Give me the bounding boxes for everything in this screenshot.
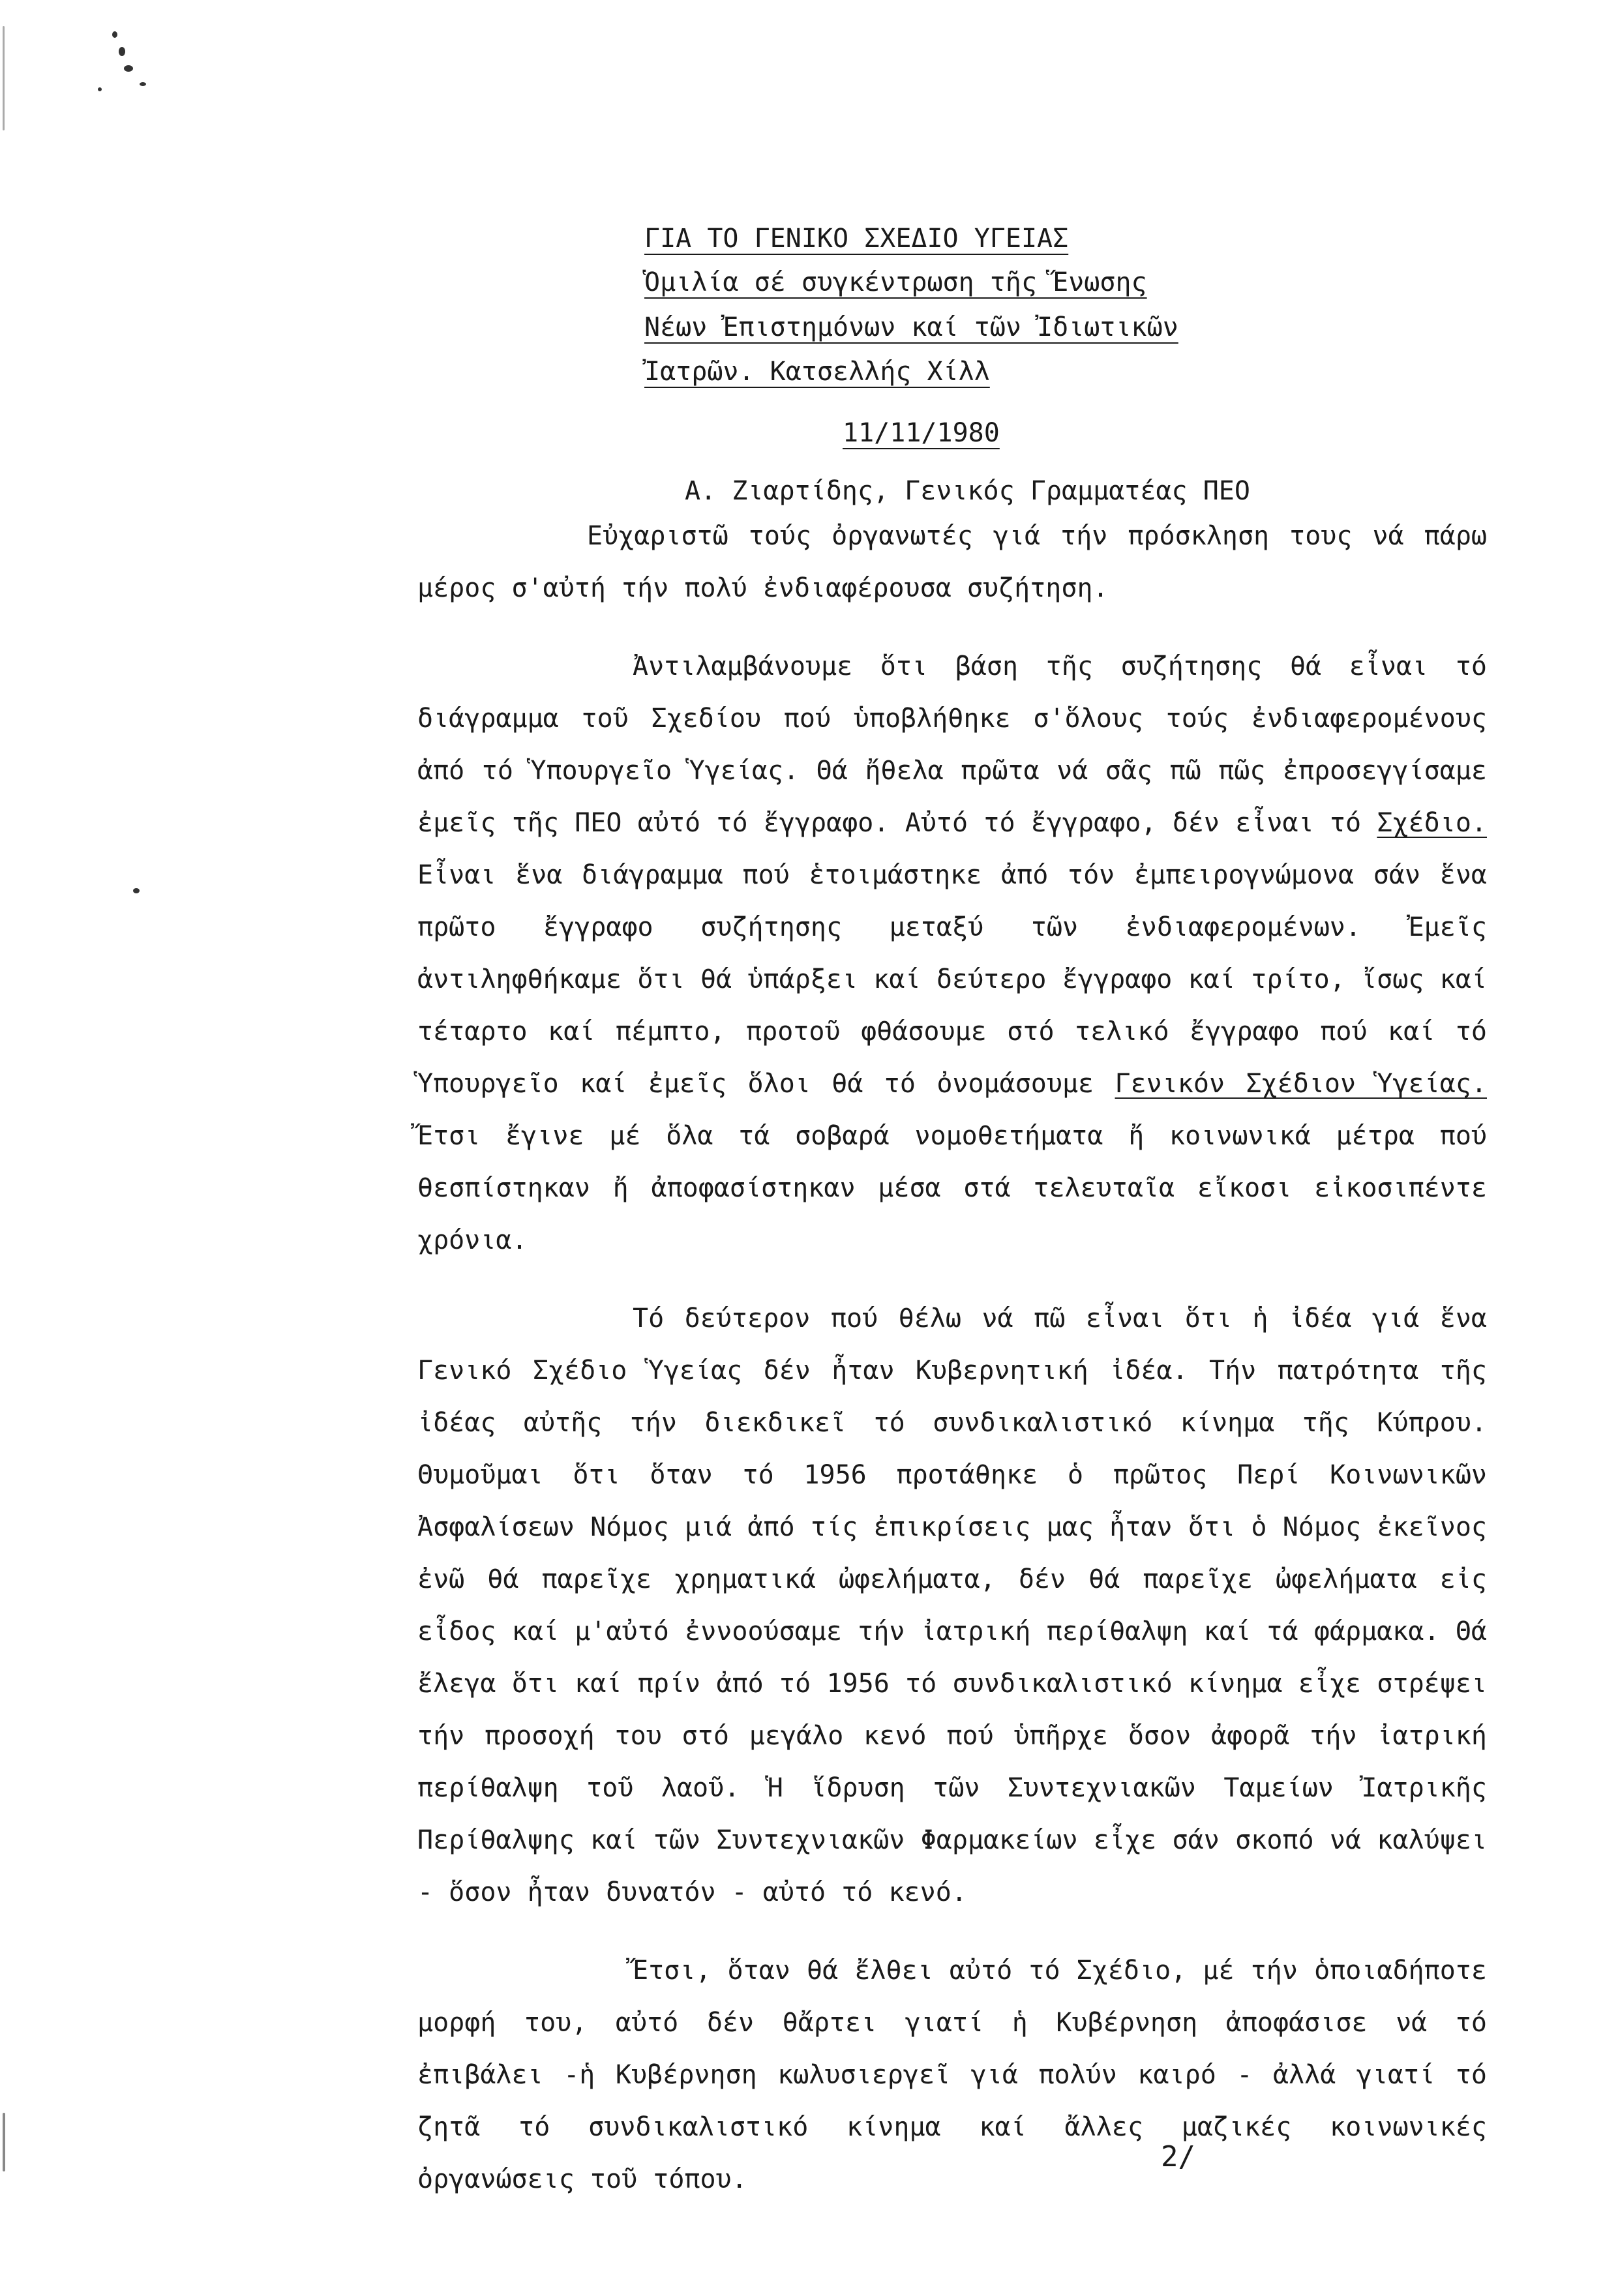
scan-speck <box>119 47 125 56</box>
paragraph-4: Ἔτσι, ὅταν θά ἔλθει αὐτό τό Σχέδιο, μέ τήν ὁποιαδήποτε μορφή του, αὐτό δέν θἄρτει γιατί ἡ Κυβέρνηση ἀποφάσισε νά τό ἐπιβάλει -ἡ Κυβέρνηση κωλυσιεργεῖ γιά πολύν καιρό - ἀλλά γιατί τό ζητᾶ τό συνδικαλιστικό κίνημα καί ἄλλες μαζικές κοινωνικές ὀργανώσεις τοῦ τόπου. <box>417 1956 1487 2194</box>
scan-speck <box>3 2113 5 2171</box>
header-line-4: Ἰατρῶν. Κατσελλής Χίλλ <box>644 357 990 387</box>
scan-speck <box>133 888 140 893</box>
paragraph-3: Τό δεύτερον πού θέλω νά πῶ εἶναι ὅτι ἡ ἰδέα γιά ἕνα Γενικό Σχέδιο Ὑγείας δέν ἦταν Κυβερνητική ἰδέα. Τήν πατρότητα τῆς ἰδέας αὐτῆς τήν διεκδικεῖ τό συνδικαλιστικό κίνημα τῆς Κύπρου. Θυμοῦμαι ὅτι ὅταν τό 1956 προτάθηκε ὁ πρῶτος Περί Κοινωνικῶν Ἀσφαλίσεων Νόμος μιά ἀπό τίς ἐπικρίσεις μας ἦταν ὅτι ὁ Νόμος ἐκεῖνος ἐνῶ θά παρεῖχε χρηματικά ὠφελήματα, δέν θά παρεῖχε ὠφελήματα εἰς εἶδος καί μ'αὐτό ἐννοούσαμε τήν ἰατρική περίθαλψη καί τά φάρμακα. Θά ἔλεγα ὅτι καί πρίν ἀπό τό 1956 τό συνδικαλιστικό κίνημα εἶχε στρέψει τήν προσοχή του στό μεγάλο κενό πού ὑπῆρχε ὅσον ἀφορᾶ τήν ἰατρική περίθαλψη τοῦ λαοῦ. Ἡ ἵδρυση τῶν Συντεχνιακῶν Ταμείων Ἰατρικῆς Περίθαλψης καί τῶν Συντεχνιακῶν Φαρμακείων εἶχε σάν σκοπό νά καλύψει - ὅσον ἦταν δυνατόν - αὐτό τό κενό. <box>417 1304 1487 1907</box>
author-line: Α. Ζιαρτίδης, Γενικός Γραμματέας ΠΕΟ <box>685 476 1250 506</box>
header-line-3: Νέων Ἐπιστημόνων καί τῶν Ἰδιωτικῶν <box>644 312 1178 342</box>
underlined-geniko-sxedio: Γενικόν Σχέδιον Ὑγείας. <box>1115 1069 1487 1099</box>
scan-speck <box>3 26 5 130</box>
paragraph-1: Εὐχαριστῶ τούς ὀργανωτές γιά τήν πρόσκληση τους νά πάρω μέρος σ'αὐτή τήν πολύ ἐνδιαφέρουσα συζήτηση. <box>417 521 1487 603</box>
body-text <box>417 510 1487 2205</box>
header-line-2: Ὁμιλία σέ συγκέντρωση τῆς Ἕνωσης <box>644 267 1147 297</box>
paragraph-2-text: Ἔτσι ἔγινε μέ ὅλα τά σοβαρά νομοθετήματα ἤ κοινωνικά μέτρα πού θεσπίστηκαν ἤ ἀποφασίστηκαν μέσα στά τελευταῖα εἴκοσι εἰκοσιπέντε χρόνια. <box>417 1121 1487 1255</box>
scan-speck <box>140 82 146 86</box>
scan-speck <box>98 87 102 91</box>
underlined-sxedio: Σχέδιο. <box>1377 808 1487 838</box>
page-number: 2/ <box>1161 2140 1195 2173</box>
paragraph-2-text: Εἶναι ἕνα διάγραμμα πού ἑτοιμάστηκε ἀπό τόν ἐμπειρογνώμονα σάν ἕνα πρῶτο ἔγγραφο συζήτησης μεταξύ τῶν ἐνδιαφερομένων. Ἐμεῖς ἀντιληφθήκαμε ὅτι θά ὑπάρξει καί δεύτερο ἔγγραφο καί τρίτο, ἴσως καί τέταρτο καί πέμπτο, προτοῦ φθάσουμε στό τελικό ἔγγραφο πού καί τό Ὑπουργεῖο καί ἐμεῖς ὅλοι θά τό ὀνομάσουμε <box>417 860 1487 1099</box>
document-title: ΓΙΑ ΤΟ ΓΕΝΙΚΟ ΣΧΕΔΙΟ ΥΓΕΙΑΣ <box>644 224 1069 254</box>
scan-speck <box>112 31 117 38</box>
paragraph-2 <box>417 640 1487 1266</box>
scan-speck <box>124 65 133 72</box>
document-date: 11/11/1980 <box>843 418 1000 448</box>
paragraph-2-text: Ἀντιλαμβάνουμε ὅτι βάση τῆς συζήτησης θά εἶναι τό διάγραμμα τοῦ Σχεδίου πού ὑποβλήθηκε σ'ὅλους τούς ἐνδιαφερομένους ἀπό τό Ὑπουργεῖο Ὑγείας. Θά ἤθελα πρῶτα νά σᾶς πῶ πῶς ἐπροσεγγίσαμε ἐμεῖς τῆς ΠΕΟ αὐτό τό ἔγγραφο. Αὐτό τό ἔγγραφο, δέν εἶναι τό <box>417 651 1487 838</box>
